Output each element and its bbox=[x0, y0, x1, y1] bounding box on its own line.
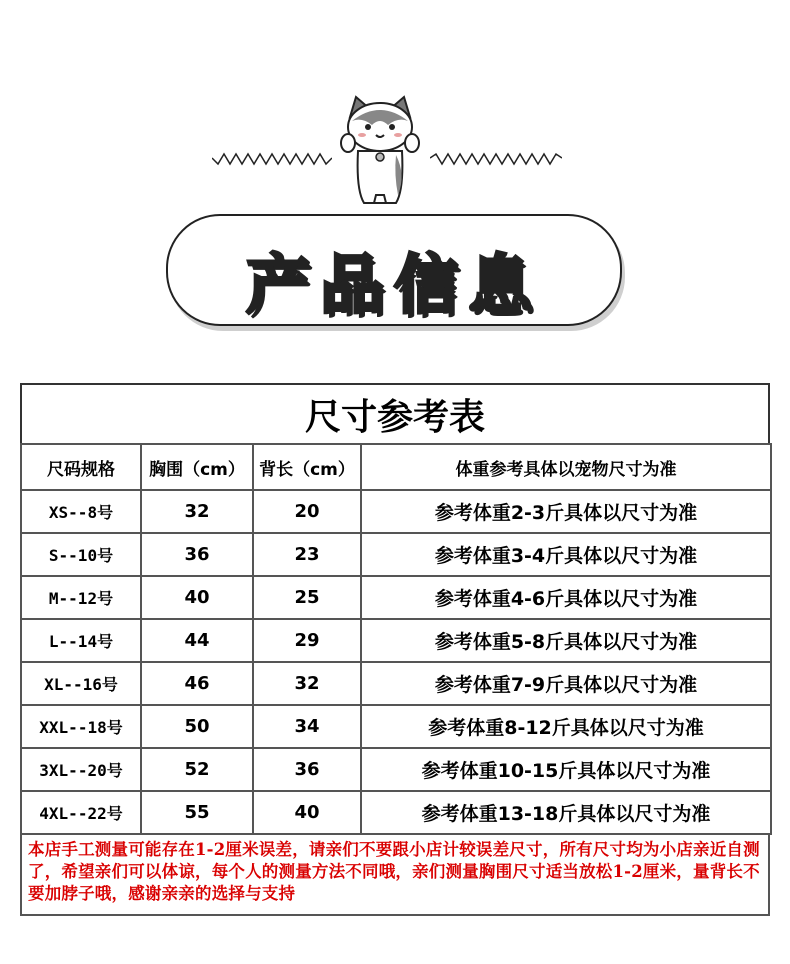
size-cell: XXL--18号 bbox=[21, 705, 141, 748]
chest-cell: 46 bbox=[141, 662, 253, 705]
size-cell: L--14号 bbox=[21, 619, 141, 662]
size-chart bbox=[20, 383, 770, 835]
chest-cell: 44 bbox=[141, 619, 253, 662]
back-cell: 25 bbox=[253, 576, 361, 619]
husky-dog-mascot-icon bbox=[340, 95, 420, 210]
table-row bbox=[21, 490, 771, 533]
size-cell: XS--8号 bbox=[21, 490, 141, 533]
column-header-back: 背长（cm） bbox=[253, 444, 361, 490]
title-banner bbox=[166, 214, 622, 326]
chest-cell: 52 bbox=[141, 748, 253, 791]
size-table bbox=[20, 443, 772, 835]
table-row bbox=[21, 748, 771, 791]
table-row bbox=[21, 619, 771, 662]
weight-cell: 参考体重5-8斤具体以尺寸为准 bbox=[361, 619, 771, 662]
column-header-weight: 体重参考具体以宠物尺寸为准 bbox=[361, 444, 771, 490]
page-title: 产品信息 bbox=[246, 249, 542, 323]
chest-cell: 40 bbox=[141, 576, 253, 619]
back-cell: 23 bbox=[253, 533, 361, 576]
column-header-chest: 胸围（cm） bbox=[141, 444, 253, 490]
table-row bbox=[21, 705, 771, 748]
measurement-note: 本店手工测量可能存在1-2厘米误差，请亲们不要跟小店计较误差尺寸，所有尺寸均为小店亲近自测了，希望亲们可以体谅，每个人的测量方法不同哦，亲们测量胸围尺寸适当放松1-2厘米，量背长不要加脖子哦，感谢亲亲的选择与支持 bbox=[20, 834, 770, 916]
column-header-size: 尺码规格 bbox=[21, 444, 141, 490]
weight-cell: 参考体重8-12斤具体以尺寸为准 bbox=[361, 705, 771, 748]
back-cell: 20 bbox=[253, 490, 361, 533]
back-cell: 36 bbox=[253, 748, 361, 791]
zigzag-decoration-right bbox=[430, 150, 562, 166]
table-row bbox=[21, 533, 771, 576]
chest-cell: 36 bbox=[141, 533, 253, 576]
table-caption: 尺寸参考表 bbox=[20, 383, 770, 443]
weight-cell: 参考体重10-15斤具体以尺寸为准 bbox=[361, 748, 771, 791]
table-header-row bbox=[21, 444, 771, 490]
table-row bbox=[21, 662, 771, 705]
size-cell: 4XL--22号 bbox=[21, 791, 141, 834]
weight-cell: 参考体重4-6斤具体以尺寸为准 bbox=[361, 576, 771, 619]
chest-cell: 55 bbox=[141, 791, 253, 834]
weight-cell: 参考体重2-3斤具体以尺寸为准 bbox=[361, 490, 771, 533]
back-cell: 40 bbox=[253, 791, 361, 834]
weight-cell: 参考体重13-18斤具体以尺寸为准 bbox=[361, 791, 771, 834]
size-cell: 3XL--20号 bbox=[21, 748, 141, 791]
back-cell: 34 bbox=[253, 705, 361, 748]
chest-cell: 50 bbox=[141, 705, 253, 748]
size-cell: S--10号 bbox=[21, 533, 141, 576]
back-cell: 29 bbox=[253, 619, 361, 662]
chest-cell: 32 bbox=[141, 490, 253, 533]
table-row bbox=[21, 791, 771, 834]
back-cell: 32 bbox=[253, 662, 361, 705]
weight-cell: 参考体重7-9斤具体以尺寸为准 bbox=[361, 662, 771, 705]
size-cell: XL--16号 bbox=[21, 662, 141, 705]
weight-cell: 参考体重3-4斤具体以尺寸为准 bbox=[361, 533, 771, 576]
table-row bbox=[21, 576, 771, 619]
size-cell: M--12号 bbox=[21, 576, 141, 619]
zigzag-decoration-left bbox=[212, 150, 332, 166]
